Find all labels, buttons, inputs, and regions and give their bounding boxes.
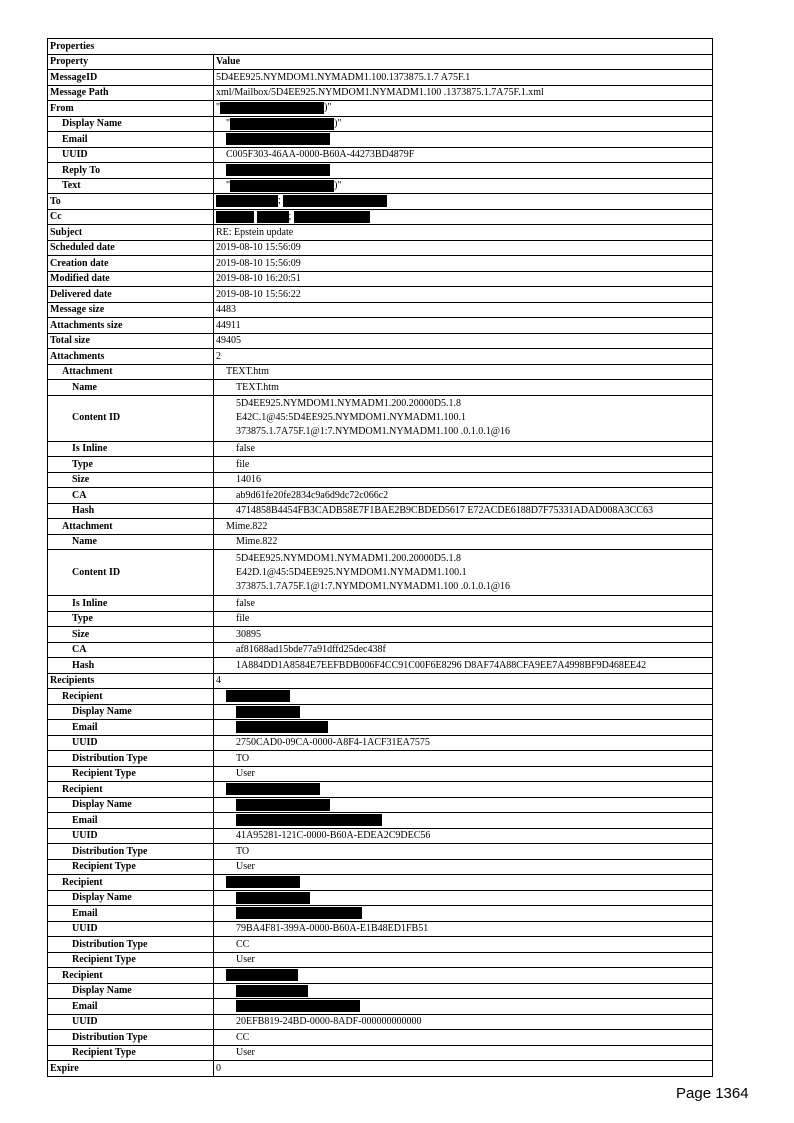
- value-column-header: Value: [214, 54, 713, 70]
- property-row: [48, 441, 713, 457]
- redaction-block: [230, 118, 334, 130]
- property-row: [48, 766, 713, 782]
- property-row: [48, 797, 713, 813]
- property-value: [214, 658, 713, 674]
- value-line: Mime.822: [236, 536, 278, 547]
- property-name: UUID: [48, 735, 214, 751]
- property-row: [48, 70, 713, 86]
- property-value: [214, 302, 713, 318]
- value-line: 373875.1.7A75F.1@1:7.NYMDOM1.NYMADM1.100 .0.1.0.1@16: [236, 426, 511, 437]
- table-title-row: [48, 39, 713, 55]
- redaction-suffix: )": [324, 102, 332, 114]
- property-name: Display Name: [48, 983, 214, 999]
- property-row: [48, 735, 713, 751]
- value-line: TEXT.htm: [226, 366, 269, 377]
- property-name: CA: [48, 642, 214, 658]
- property-row: [48, 132, 713, 148]
- value-line: 2019-08-10 15:56:09: [216, 257, 301, 269]
- property-row: [48, 457, 713, 473]
- value-line: 79BA4F81-399A-0000-B60A-E1B48ED1FB51: [236, 923, 429, 934]
- property-row: [48, 178, 713, 194]
- property-value: [214, 209, 713, 225]
- property-value: [214, 349, 713, 365]
- property-name: Recipient: [48, 689, 214, 705]
- property-value: [214, 116, 713, 132]
- property-row: [48, 720, 713, 736]
- property-row: [48, 906, 713, 922]
- property-name: Distribution Type: [48, 751, 214, 767]
- redaction-block: [257, 211, 289, 223]
- property-value: [214, 720, 713, 736]
- redaction-suffix: )": [334, 117, 342, 129]
- value-line: 373875.1.7A75F.1@1:7.NYMDOM1.NYMADM1.100 .0.1.0.1@16: [236, 580, 511, 592]
- redaction-block: [226, 133, 330, 145]
- property-value: [214, 395, 713, 441]
- property-row: [48, 472, 713, 488]
- property-row: [48, 519, 713, 535]
- value-line: 2: [216, 350, 221, 362]
- properties-table: [47, 38, 713, 1077]
- property-name: Recipient Type: [48, 1045, 214, 1061]
- property-name: Type: [48, 457, 214, 473]
- property-name: Distribution Type: [48, 1030, 214, 1046]
- property-row: [48, 1030, 713, 1046]
- value-line: 41A95281-121C-0000-B60A-EDEA2C9DEC56: [236, 830, 431, 841]
- value-line: 4: [216, 675, 221, 686]
- property-value: [214, 85, 713, 101]
- property-value: [214, 999, 713, 1015]
- redaction-block: [230, 180, 334, 192]
- value-line: 20EFB819-24BD-0000-8ADF-000000000000: [236, 1016, 422, 1027]
- value-line: ab9d61fe20fe2834c9a6d9dc72c066c2: [236, 489, 389, 501]
- property-row: [48, 550, 713, 596]
- redaction-block: [236, 721, 328, 733]
- property-name: Modified date: [48, 271, 214, 287]
- property-row: [48, 287, 713, 303]
- property-name: Message Path: [48, 85, 214, 101]
- value-line: 2750CAD0-09CA-0000-A8F4-1ACF31EA7575: [236, 737, 430, 748]
- value-line: 2019-08-10 16:20:51: [216, 273, 301, 284]
- property-row: [48, 225, 713, 241]
- value-line: RE: Epstein update: [216, 226, 294, 238]
- property-value: [214, 101, 713, 117]
- property-row: [48, 999, 713, 1015]
- value-line: 44911: [216, 319, 241, 331]
- value-line: TO: [236, 845, 250, 857]
- property-row: [48, 937, 713, 953]
- value-line: CC: [236, 1031, 250, 1043]
- property-name: Display Name: [48, 890, 214, 906]
- property-name: Recipient Type: [48, 766, 214, 782]
- property-row: [48, 1014, 713, 1030]
- property-value: [214, 1014, 713, 1030]
- redaction-block: [226, 690, 290, 702]
- property-name: Expire: [48, 1061, 214, 1077]
- property-name: Size: [48, 627, 214, 643]
- property-row: [48, 333, 713, 349]
- redaction-block: [236, 892, 310, 904]
- property-value: [214, 782, 713, 798]
- value-line: 4714858B4454FB3CADB58E7F1BAE2B9CBDED5617 E72ACDE6188D7F75331ADAD008A3CC63: [236, 505, 653, 516]
- property-value: [214, 519, 713, 535]
- property-row: [48, 271, 713, 287]
- redaction-block: [216, 211, 254, 223]
- property-value: [214, 875, 713, 891]
- property-value: [214, 256, 713, 272]
- property-value: [214, 240, 713, 256]
- property-row: [48, 395, 713, 441]
- property-name: UUID: [48, 921, 214, 937]
- property-value: [214, 642, 713, 658]
- redaction-suffix: ;: [288, 210, 292, 222]
- redaction-prefix: ": [226, 179, 231, 191]
- property-value: [214, 704, 713, 720]
- value-line: af81688ad15bde77a91dffd25dec438f: [236, 644, 386, 655]
- property-value: [214, 1061, 713, 1077]
- property-row: [48, 488, 713, 504]
- property-name: Attachments size: [48, 318, 214, 334]
- value-line: User: [236, 861, 255, 872]
- redaction-block: [236, 907, 362, 919]
- value-line: User: [236, 768, 255, 779]
- property-value: [214, 333, 713, 349]
- value-line: 5D4EE925.NYMDOM1.NYMADM1.200.20000D5.1.8: [236, 398, 461, 409]
- redaction-block: [283, 195, 387, 207]
- property-row: [48, 968, 713, 984]
- property-value: [214, 813, 713, 829]
- property-row: [48, 1061, 713, 1077]
- property-row: [48, 673, 713, 689]
- property-name: Distribution Type: [48, 844, 214, 860]
- property-value: [214, 983, 713, 999]
- property-name: CA: [48, 488, 214, 504]
- property-name: Email: [48, 813, 214, 829]
- value-line: 1A884DD1A8584E7EEFBDB006F4CC91C00F6E8296 D8AF74A88CFA9EE7A4998BF9D468EE42: [236, 659, 647, 671]
- property-value: [214, 844, 713, 860]
- property-value: [214, 287, 713, 303]
- property-value: [214, 163, 713, 179]
- property-name: UUID: [48, 1014, 214, 1030]
- property-name: Message size: [48, 302, 214, 318]
- property-row: [48, 318, 713, 334]
- property-row: [48, 828, 713, 844]
- property-row: [48, 844, 713, 860]
- property-value: [214, 318, 713, 334]
- property-row: [48, 627, 713, 643]
- property-name: Email: [48, 132, 214, 148]
- property-value: [214, 132, 713, 148]
- property-name: Hash: [48, 658, 214, 674]
- property-name: Email: [48, 720, 214, 736]
- value-line: 14016: [236, 474, 261, 485]
- property-row: [48, 813, 713, 829]
- property-name: Recipient: [48, 875, 214, 891]
- property-row: [48, 349, 713, 365]
- property-value: [214, 921, 713, 937]
- property-row: [48, 751, 713, 767]
- value-line: xml/Mailbox/5D4EE925.NYMDOM1.NYMADM1.100 .1373875.1.7A75F.1.xml: [216, 87, 544, 98]
- property-row: [48, 364, 713, 380]
- property-row: [48, 658, 713, 674]
- property-row: [48, 380, 713, 396]
- value-line: 30895: [236, 628, 261, 640]
- property-name: Recipients: [48, 673, 214, 689]
- property-row: [48, 952, 713, 968]
- value-line: 49405: [216, 335, 241, 346]
- property-value: [214, 735, 713, 751]
- redaction-suffix: ;: [278, 195, 281, 207]
- page-number: Page 1364: [676, 1085, 749, 1102]
- value-line: E42C.1@45:5D4EE925.NYMDOM1.NYMADM1.100.1: [236, 412, 467, 423]
- property-value: [214, 797, 713, 813]
- value-line: file: [236, 458, 250, 470]
- property-name: Attachments: [48, 349, 214, 365]
- property-value: [214, 968, 713, 984]
- property-name: Recipient Type: [48, 952, 214, 968]
- redaction-block: [226, 783, 320, 795]
- property-name: Reply To: [48, 163, 214, 179]
- value-line: 0: [216, 1062, 221, 1074]
- property-value: [214, 472, 713, 488]
- property-name: Email: [48, 906, 214, 922]
- property-name: Is Inline: [48, 441, 214, 457]
- property-name: Content ID: [48, 550, 214, 596]
- property-name: Creation date: [48, 256, 214, 272]
- property-value: [214, 534, 713, 550]
- property-value: [214, 890, 713, 906]
- redaction-block: [236, 799, 330, 811]
- property-name: Cc: [48, 209, 214, 225]
- property-row: [48, 983, 713, 999]
- value-line: CC: [236, 938, 250, 950]
- property-value: [214, 441, 713, 457]
- property-row: [48, 85, 713, 101]
- property-row: [48, 116, 713, 132]
- value-line: 5D4EE925.NYMDOM1.NYMADM1.100.1373875.1.7 A75F.1: [216, 71, 471, 83]
- property-name: UUID: [48, 828, 214, 844]
- property-row: [48, 642, 713, 658]
- table-title: Properties: [48, 39, 713, 55]
- redaction-prefix: ": [226, 117, 231, 129]
- property-row: [48, 921, 713, 937]
- property-value: [214, 380, 713, 396]
- redaction-block: [236, 814, 382, 826]
- property-value: [214, 828, 713, 844]
- property-value: [214, 550, 713, 596]
- property-name: Hash: [48, 503, 214, 519]
- redaction-prefix: ": [216, 102, 221, 114]
- property-value: [214, 1045, 713, 1061]
- property-row: [48, 240, 713, 256]
- redaction-suffix: )": [334, 179, 342, 191]
- value-line: User: [236, 954, 255, 965]
- property-row: [48, 704, 713, 720]
- property-name: Attachment: [48, 519, 214, 535]
- property-name: Text: [48, 178, 214, 194]
- property-row: [48, 859, 713, 875]
- value-line: 2019-08-10 15:56:09: [216, 242, 301, 253]
- redaction-block: [236, 706, 300, 718]
- property-value: [214, 937, 713, 953]
- property-name: Total size: [48, 333, 214, 349]
- property-row: [48, 209, 713, 225]
- property-name: Recipient: [48, 782, 214, 798]
- property-name: Is Inline: [48, 596, 214, 612]
- property-value: [214, 627, 713, 643]
- value-line: User: [236, 1047, 255, 1058]
- value-line: 2019-08-10 15:56:22: [216, 288, 301, 300]
- value-line: C005F303-46AA-0000-B60A-44273BD4879F: [226, 149, 415, 160]
- property-value: [214, 906, 713, 922]
- property-name: Name: [48, 380, 214, 396]
- property-row: [48, 163, 713, 179]
- property-row: [48, 194, 713, 210]
- property-name: Name: [48, 534, 214, 550]
- property-value: [214, 225, 713, 241]
- value-line: Mime.822: [226, 520, 268, 532]
- value-line: 5D4EE925.NYMDOM1.NYMADM1.200.20000D5.1.8: [236, 552, 461, 564]
- property-row: [48, 256, 713, 272]
- property-value: [214, 70, 713, 86]
- property-value: [214, 1030, 713, 1046]
- property-value: [214, 596, 713, 612]
- redaction-block: [226, 876, 300, 888]
- property-name: Type: [48, 611, 214, 627]
- property-value: [214, 689, 713, 705]
- property-row: [48, 302, 713, 318]
- property-name: UUID: [48, 147, 214, 163]
- value-line: file: [236, 613, 250, 624]
- redaction-block: [226, 164, 330, 176]
- property-value: [214, 859, 713, 875]
- property-name: Distribution Type: [48, 937, 214, 953]
- property-value: [214, 673, 713, 689]
- property-row: [48, 875, 713, 891]
- property-name: Subject: [48, 225, 214, 241]
- property-name: MessageID: [48, 70, 214, 86]
- column-header-row: [48, 54, 713, 70]
- property-value: [214, 364, 713, 380]
- property-row: [48, 101, 713, 117]
- redaction-block: [236, 1000, 360, 1012]
- property-row: [48, 782, 713, 798]
- property-value: [214, 751, 713, 767]
- value-line: false: [236, 443, 255, 454]
- property-name: Recipient: [48, 968, 214, 984]
- property-row: [48, 147, 713, 163]
- property-value: [214, 147, 713, 163]
- property-value: [214, 611, 713, 627]
- property-name: Display Name: [48, 704, 214, 720]
- redaction-block: [216, 195, 278, 207]
- property-name: Display Name: [48, 797, 214, 813]
- property-row: [48, 689, 713, 705]
- value-line: E42D.1@45:5D4EE925.NYMDOM1.NYMADM1.100.1: [236, 566, 467, 578]
- property-name: Size: [48, 472, 214, 488]
- property-row: [48, 534, 713, 550]
- property-value: [214, 503, 713, 519]
- property-name: To: [48, 194, 214, 210]
- property-value: [214, 271, 713, 287]
- property-name: Display Name: [48, 116, 214, 132]
- property-name: Content ID: [48, 395, 214, 441]
- redaction-block: [226, 969, 298, 981]
- property-name: Delivered date: [48, 287, 214, 303]
- property-name: Scheduled date: [48, 240, 214, 256]
- property-name: Attachment: [48, 364, 214, 380]
- property-name: Email: [48, 999, 214, 1015]
- value-line: TO: [236, 752, 250, 764]
- property-value: [214, 488, 713, 504]
- value-line: false: [236, 597, 255, 609]
- property-name: Recipient Type: [48, 859, 214, 875]
- property-value: [214, 457, 713, 473]
- property-value: [214, 766, 713, 782]
- property-row: [48, 596, 713, 612]
- property-column-header: Property: [48, 54, 214, 70]
- value-line: TEXT.htm: [236, 381, 279, 393]
- value-line: 4483: [216, 304, 236, 315]
- property-name: From: [48, 101, 214, 117]
- property-row: [48, 503, 713, 519]
- property-value: [214, 194, 713, 210]
- redaction-block: [220, 102, 324, 114]
- property-value: [214, 952, 713, 968]
- property-row: [48, 1045, 713, 1061]
- property-value: [214, 178, 713, 194]
- redaction-block: [294, 211, 370, 223]
- redaction-block: [236, 985, 308, 997]
- property-row: [48, 890, 713, 906]
- property-row: [48, 611, 713, 627]
